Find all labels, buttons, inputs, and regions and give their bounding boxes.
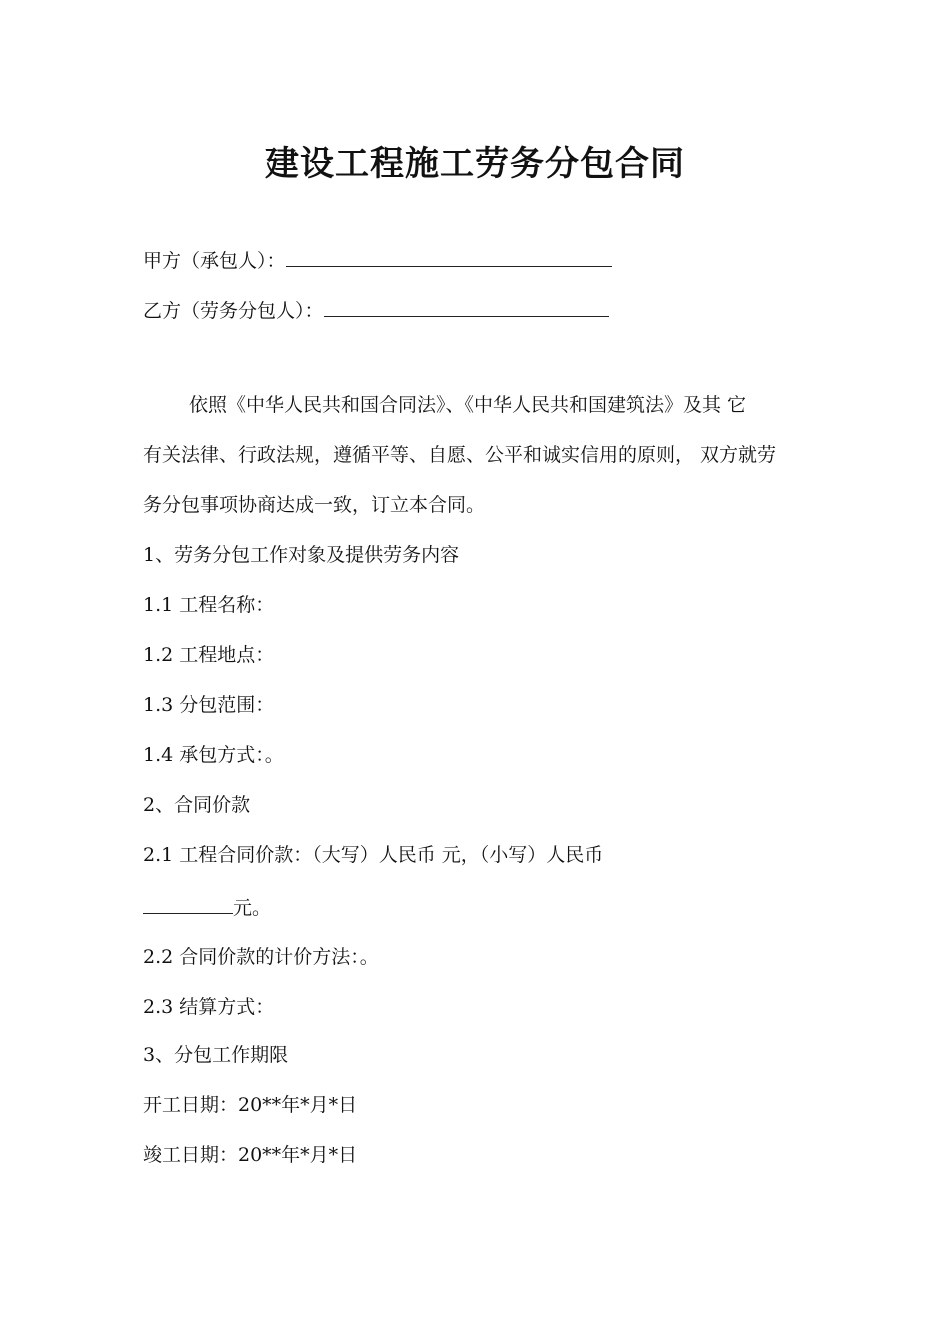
party-b-blank[interactable]: [324, 298, 609, 317]
item-1-2: 1.2 工程地点：: [143, 644, 275, 666]
preamble-line-2: 有关法律、行政法规，遵循平等、自愿、公平和诚实信用的原则， 双方就劳: [143, 444, 777, 466]
item-1-1: 1.1 工程名称：: [143, 594, 275, 616]
party-a-blank[interactable]: [286, 248, 612, 267]
party-b-label: 乙方（劳务分包人）：: [143, 300, 324, 322]
party-a-label: 甲方（承包人）：: [143, 250, 286, 272]
party-b-line: [143, 298, 609, 323]
item-2-1: 2.1 工程合同价款：（大写）人民币 元，（小写）人民币: [143, 844, 604, 866]
item-1-3: 1.3 分包范围：: [143, 694, 275, 716]
document-title: 建设工程施工劳务分包合同: [265, 144, 685, 184]
item-1-4: 1.4 承包方式：。: [143, 744, 284, 766]
item-2-1-continuation: [143, 895, 271, 920]
item-2-3: 2.3 结算方式：: [143, 996, 275, 1018]
preamble-line-1: 依照《中华人民共和国合同法》、《中华人民共和国建筑法》及其 它: [189, 394, 747, 416]
section-3-heading: 3、分包工作期限: [143, 1044, 289, 1066]
section-2-heading: 2、合同价款: [143, 794, 251, 816]
amount-suffix: 元。: [233, 897, 272, 919]
start-date: 开工日期：20**年*月*日: [143, 1094, 358, 1116]
amount-blank[interactable]: [143, 895, 233, 914]
section-1-heading: 1、劳务分包工作对象及提供劳务内容: [143, 544, 460, 566]
end-date: 竣工日期：20**年*月*日: [143, 1144, 358, 1166]
party-a-line: [143, 248, 612, 273]
item-2-2: 2.2 合同价款的计价方法：。: [143, 946, 379, 968]
preamble-line-3: 务分包事项协商达成一致，订立本合同。: [143, 494, 486, 516]
